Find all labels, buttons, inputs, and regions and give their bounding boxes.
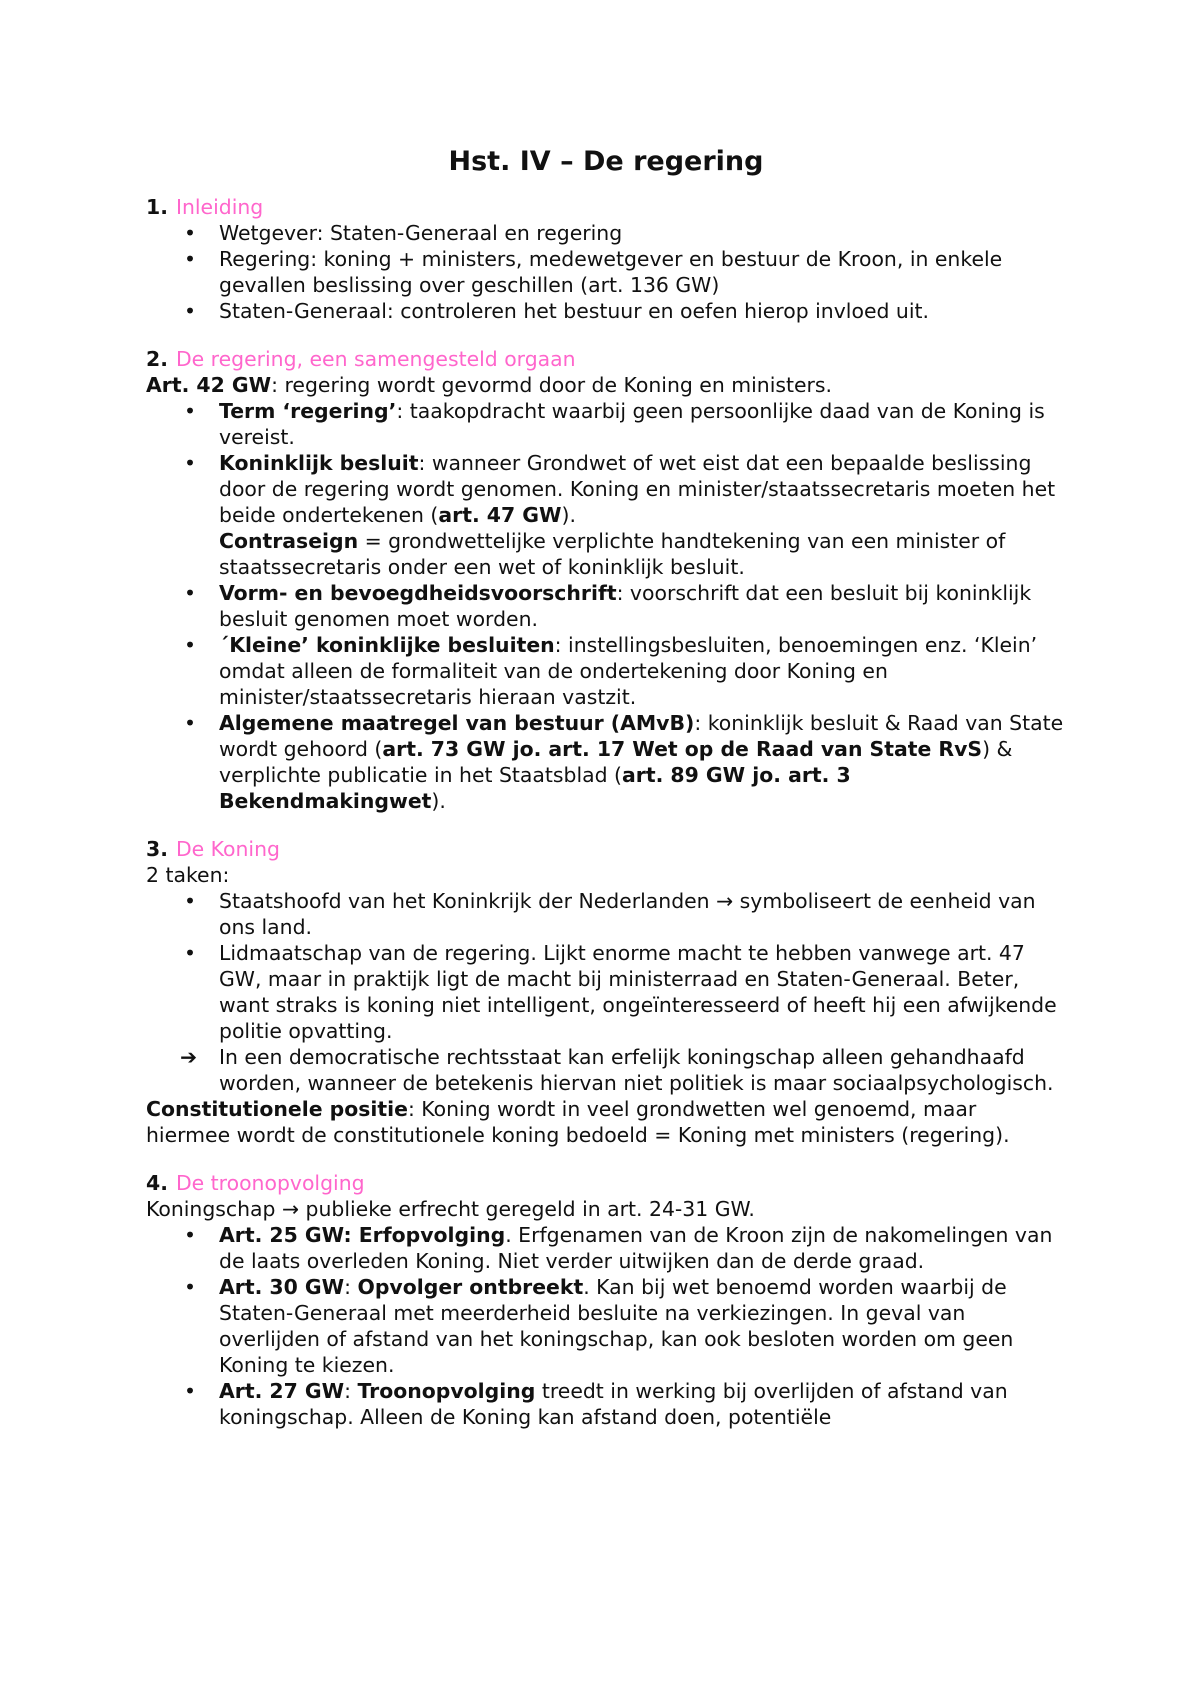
page-title: Hst. IV – De regering (448, 146, 764, 177)
separator: : (344, 1275, 358, 1299)
article-ref: Art. 42 GW (146, 373, 272, 397)
section-title: De troonopvolging (175, 1171, 365, 1195)
list-item: • Lidmaatschap van de regering. Lijkt enorme macht te hebben vanwege art. 47 GW, maar in praktijk ligt de macht bij ministerraad en Staten-Generaal. Beter, want straks is koning niet intelligent, ongeïnteresseerd of heeft hij een afwijkende politie opvatting. (146, 940, 1066, 1044)
list-item (146, 1378, 1066, 1430)
list-item: • Staatshoofd van het Koninkrijk der Nederlanden → symboliseert de eenheid van ons land. (146, 888, 1066, 940)
section-number: 4. (146, 1171, 168, 1195)
bullet-list (146, 888, 1066, 1096)
bullet-list (146, 1222, 1066, 1430)
definition: = grondwettelijke verplichte handtekening van een minister of staatssecretaris onder een wet of koninklijk besluit. (219, 529, 1006, 579)
section-heading (146, 194, 1066, 220)
term: Term ‘regering’ (219, 399, 397, 423)
section-title: Inleiding (175, 195, 264, 219)
term: Vorm- en bevoegdheidsvoorschrift (219, 581, 617, 605)
arrow-list-item: ➔ In een democratische rechtsstaat kan erfelijk koningschap alleen gehandhaafd worden, wanneer de betekenis hiervan niet politiek is maar sociaalpsychologisch. (146, 1044, 1066, 1096)
definition: : taakopdracht waarbij geen persoonlijke daad van de Koning is vereist. (219, 399, 1045, 449)
section-heading (146, 836, 1066, 862)
list-item (146, 450, 1066, 580)
term: Contraseign (219, 529, 359, 553)
article-ref: art. 89 GW jo. art. 3 Bekendmakingwet (219, 763, 851, 813)
definition: ). (561, 503, 576, 527)
article-ref: art. 47 GW (438, 503, 562, 527)
definition: . Erfgenamen van de Kroon zijn de nakomelingen van de laats overleden Koning. Niet verder uitwijken dan de derde graad. (219, 1223, 1053, 1273)
section-troonopvolging (146, 1170, 1066, 1430)
definition: ). (431, 789, 446, 813)
section-number: 3. (146, 837, 168, 861)
section-heading (146, 346, 1066, 372)
article-ref: Art. 30 GW (219, 1275, 345, 1299)
section-number: 1. (146, 195, 168, 219)
section-koning (146, 836, 1066, 1148)
section-intro: 2 taken: (146, 863, 230, 887)
definition: ) & verplichte publicatie in het Staatsblad ( (219, 737, 1013, 787)
list-item: • Wetgever: Staten-Generaal en regering (146, 220, 1066, 246)
bullet-list (146, 220, 1066, 324)
section-heading (146, 1170, 1066, 1196)
article-ref: Art. 27 GW (219, 1379, 345, 1403)
section-intro: Koningschap → publieke erfrecht geregeld in art. 24-31 GW. (146, 1197, 755, 1221)
term: Art. 25 GW: Erfopvolging (219, 1223, 506, 1247)
definition: treedt in werking bij overlijden of afstand van koningschap. Alleen de Koning kan afstand doen, potentiële (219, 1379, 1008, 1429)
term: Troonopvolging (357, 1379, 536, 1403)
article-ref: art. 73 GW jo. art. 17 Wet op de Raad van State RvS (382, 737, 983, 761)
list-item (146, 632, 1066, 710)
paragraph-constitutionele-positie (146, 1096, 1066, 1148)
term: Koninklijk besluit (219, 451, 419, 475)
definition: : koninklijk besluit & Raad van State wordt gehoord ( (219, 711, 1064, 761)
list-item: • Regering: koning + ministers, medewetgever en bestuur de Kroon, in enkele gevallen beslissing over geschillen (art. 136 GW) (146, 246, 1066, 298)
definition: . Kan bij wet benoemd worden waarbij de Staten-Generaal met meerderheid besluite na verkiezingen. In geval van overlijden of afstand van het koningschap, kan ook besloten worden om geen Koning te kiezen. (219, 1275, 1014, 1377)
definition: : Koning wordt in veel grondwetten wel genoemd, maar hiermee wordt de constitutionele koning bedoeld = Koning met ministers (regering). (146, 1097, 1010, 1147)
section-number: 2. (146, 347, 168, 371)
definition: : instellingsbesluiten, benoemingen enz. ‘Klein’ omdat alleen de formaliteit van de ondertekening door Koning en minister/staatssecretaris hieraan vastzit. (219, 633, 1038, 709)
intro-text: : regering wordt gevormd door de Koning en ministers. (271, 373, 833, 397)
list-item (146, 710, 1066, 814)
list-item (146, 580, 1066, 632)
section-regering (146, 346, 1066, 814)
section-title: De regering, een samengesteld orgaan (175, 347, 576, 371)
term: Algemene maatregel van bestuur (AMvB) (219, 711, 695, 735)
term: Opvolger ontbreekt (357, 1275, 584, 1299)
term: ´Kleine’ koninklijke besluiten (219, 633, 555, 657)
list-item: • Staten-Generaal: controleren het bestuur en oefen hierop invloed uit. (146, 298, 1066, 324)
list-item (146, 1222, 1066, 1274)
list-item (146, 1274, 1066, 1378)
separator: : (344, 1379, 358, 1403)
definition: : wanneer Grondwet of wet eist dat een bepaalde beslissing door de regering wordt genomen. Koning en minister/staatssecretaris moeten het beide ondertekenen ( (219, 451, 1056, 527)
section-intro (146, 372, 1066, 398)
bullet-list (146, 398, 1066, 814)
term: Constitutionele positie (146, 1097, 408, 1121)
list-item (146, 398, 1066, 450)
document-content (146, 142, 1066, 1430)
section-title: De Koning (175, 837, 280, 861)
definition: : voorschrift dat een besluit bij koninklijk besluit genomen moet worden. (219, 581, 1032, 631)
section-inleiding (146, 194, 1066, 324)
